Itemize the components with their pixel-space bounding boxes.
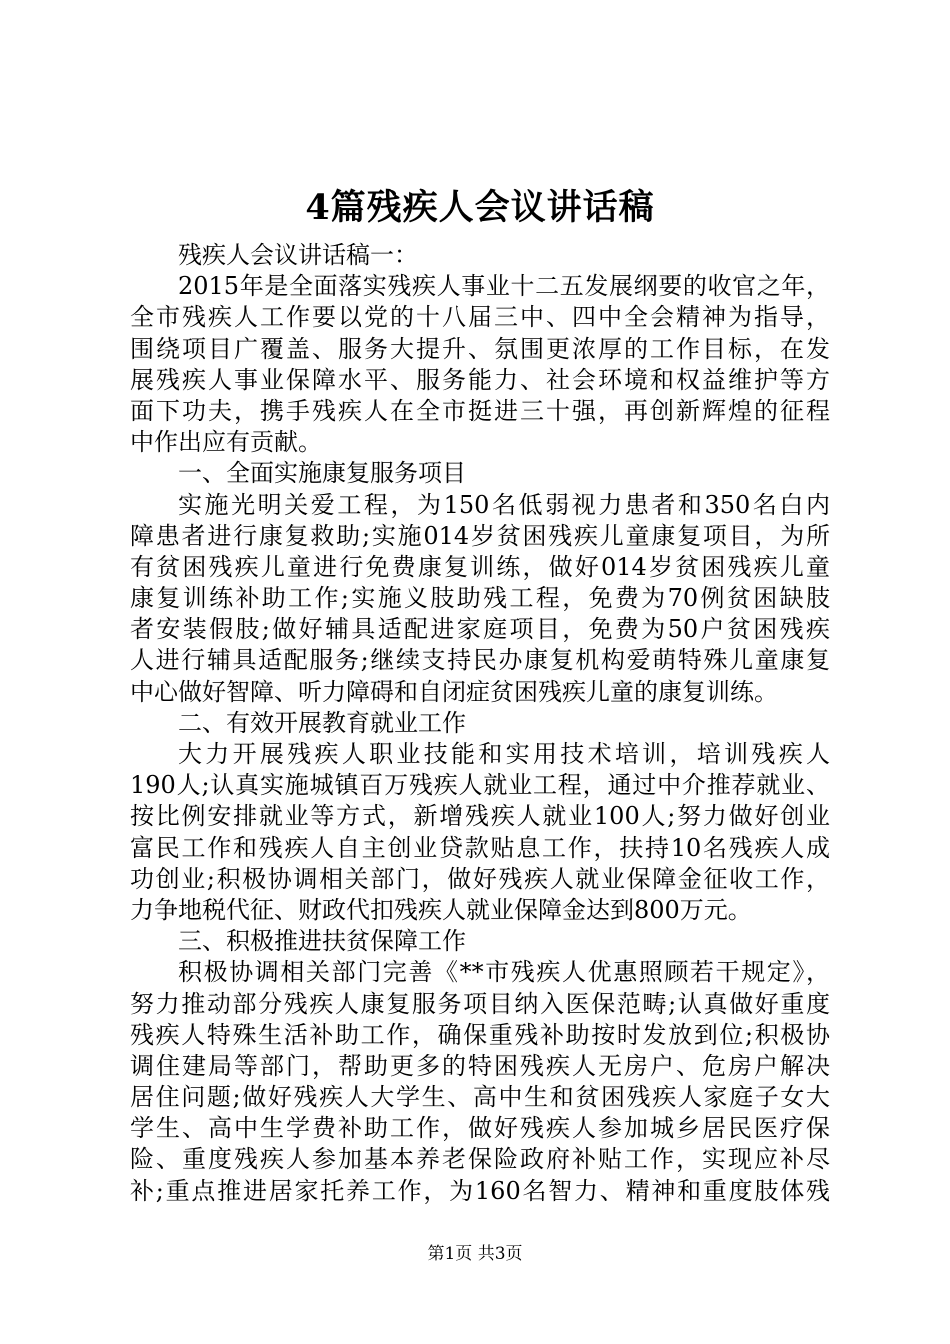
page-footer: 第1页 共3页 [427, 1244, 523, 1264]
text-line: 努力推动部分残疾人康复服务项目纳入医保范畴;认真做好重度 [130, 989, 830, 1018]
document-body [130, 240, 830, 1207]
text-line: 人进行辅具适配服务;继续支持民办康复机构爱萌特殊儿童康复 [130, 646, 830, 675]
text-line: 残疾人特殊生活补助工作，确保重残补助按时发放到位;积极协 [130, 1020, 830, 1049]
text-line: 2015年是全面落实残疾人事业十二五发展纲要的收官之年， [178, 272, 830, 301]
text-line: 学生、高中生学费补助工作，做好残疾人参加城乡居民医疗保 [130, 1114, 830, 1143]
text-line: 功创业;积极协调相关部门，做好残疾人就业保障金征收工作， [130, 864, 830, 893]
text-line: 积极协调相关部门完善《**市残疾人优惠照顾若干规定》， [178, 958, 830, 987]
text-line: 大力开展残疾人职业技能和实用技术培训，培训残疾人 [178, 740, 830, 768]
text-line: 力争地税代征、财政代扣残疾人就业保障金达到800万元。 [130, 895, 752, 924]
section-heading: 残疾人会议讲话稿一： [178, 241, 418, 269]
text-line: 有贫困残疾儿童进行免费康复训练，做好014岁贫困残疾儿童 [130, 552, 830, 581]
text-line: 中心做好智障、听力障碍和自闭症贫困残疾儿童的康复训练。 [130, 677, 778, 706]
document-title: 4篇残疾人会议讲话稿 [305, 187, 655, 228]
text-line: 富民工作和残疾人自主创业贷款贴息工作，扶持10名残疾人成 [130, 833, 830, 862]
text-line: 展残疾人事业保障水平、服务能力、社会环境和权益维护等方 [130, 365, 830, 394]
document-page [130, 180, 830, 1207]
text-line: 补;重点推进居家托养工作，为160名智力、精神和重度肢体残 [130, 1176, 830, 1205]
text-line: 者安装假肢;做好辅具适配进家庭项目，免费为50户贫困残疾 [130, 615, 830, 644]
text-line: 障患者进行康复救助;实施014岁贫困残疾儿童康复项目，为所 [130, 521, 830, 550]
text-line: 康复训练补助工作;实施义肢助残工程，免费为70例贫困缺肢 [130, 584, 830, 613]
section-heading: 一、全面实施康复服务项目 [178, 459, 466, 488]
text-line: 调住建局等部门，帮助更多的特困残疾人无房户、危房户解决 [130, 1051, 830, 1080]
text-line: 190人;认真实施城镇百万残疾人就业工程，通过中介推荐就业、 [130, 771, 830, 800]
text-line: 实施光明关爱工程，为150名低弱视力患者和350名白内 [178, 490, 830, 519]
section-heading: 三、积极推进扶贫保障工作 [178, 927, 466, 956]
text-line: 全市残疾人工作要以党的十八届三中、四中全会精神为指导， [130, 303, 830, 332]
text-line: 险、重度残疾人参加基本养老保险政府补贴工作，实现应补尽 [130, 1145, 830, 1174]
section-heading: 二、有效开展教育就业工作 [178, 708, 466, 737]
text-line: 按比例安排就业等方式，新增残疾人就业100人;努力做好创业 [130, 802, 830, 831]
text-line: 围绕项目广覆盖、服务大提升、氛围更浓厚的工作目标，在发 [130, 334, 830, 363]
text-line: 居住问题;做好残疾人大学生、高中生和贫困残疾人家庭子女大 [130, 1083, 830, 1112]
text-line: 中作出应有贡献。 [130, 428, 322, 457]
text-line: 面下功夫，携手残疾人在全市挺进三十强，再创新辉煌的征程 [130, 396, 830, 425]
